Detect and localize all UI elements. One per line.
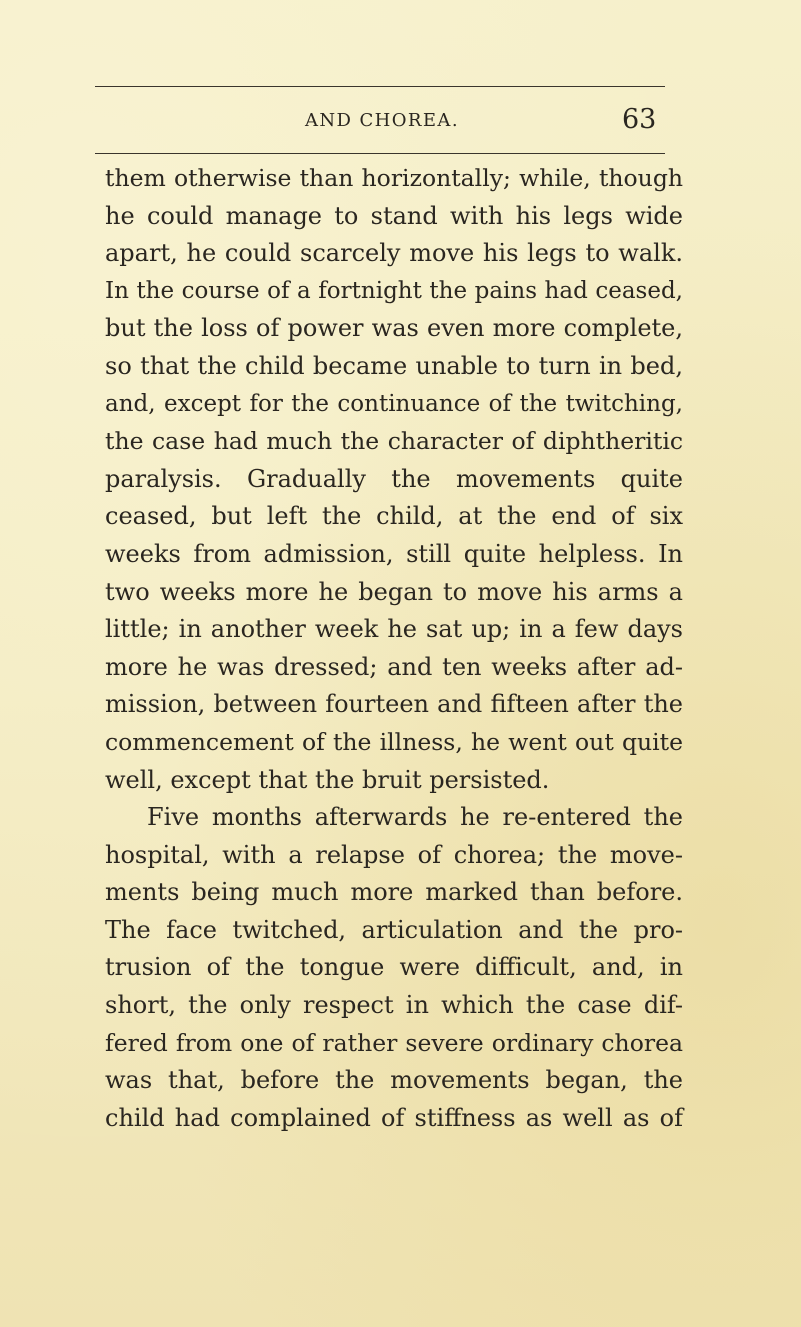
header-rule-top (95, 86, 665, 87)
page-number: 63 (622, 104, 657, 135)
text-line: the case had much the character of diphtheritic (105, 427, 683, 456)
text-line: Five months afterwards he re-entered the (147, 803, 683, 832)
text-line: paralysis. Gradually the movements quite (105, 464, 683, 493)
text-line: fered from one of rather severe ordinary chorea (105, 1028, 683, 1057)
text-line: hospital, with a relapse of chorea; the move- (105, 840, 683, 869)
text-line: but the loss of power was even more complete, (105, 314, 683, 343)
text-line: more he was dressed; and ten weeks after ad- (105, 652, 683, 681)
text-line: well, except that the bruit persisted. (105, 765, 550, 794)
text-line: trusion of the tongue were difficult, and, in (105, 953, 683, 982)
text-line: little; in another week he sat up; in a few days (105, 615, 683, 644)
text-line: weeks from admission, still quite helpless. In (105, 539, 683, 568)
text-line: and, except for the continuance of the twitching, (105, 390, 683, 417)
text-line: two weeks more he began to move his arms a (105, 577, 683, 606)
text-line: The face twitched, articulation and the pro- (105, 915, 683, 944)
text-line: child had complained of stiffness as well as of (105, 1103, 683, 1132)
text-line: mission, between fourteen and fifteen after the (105, 690, 683, 719)
header-rule-bottom (95, 153, 665, 154)
text-line: commencement of the illness, he went out quite (105, 727, 683, 756)
text-line: he could manage to stand with his legs wide (105, 201, 683, 230)
text-line: apart, he could scarcely move his legs to walk. (105, 239, 683, 268)
text-line: short, the only respect in which the case dif- (105, 991, 683, 1020)
body-text (105, 160, 683, 1137)
text-line: ceased, but left the child, at the end of six (105, 502, 683, 531)
text-line: them otherwise than horizontally; while, though (105, 164, 683, 192)
running-head (0, 104, 801, 140)
running-title: AND CHOREA. (305, 110, 459, 131)
text-line: so that the child became unable to turn in bed, (105, 351, 683, 380)
text-line: ments being much more marked than before. (105, 878, 683, 907)
text-line: In the course of a fortnight the pains had ceased, (105, 277, 683, 304)
text-line: was that, before the movements began, the (105, 1066, 683, 1095)
